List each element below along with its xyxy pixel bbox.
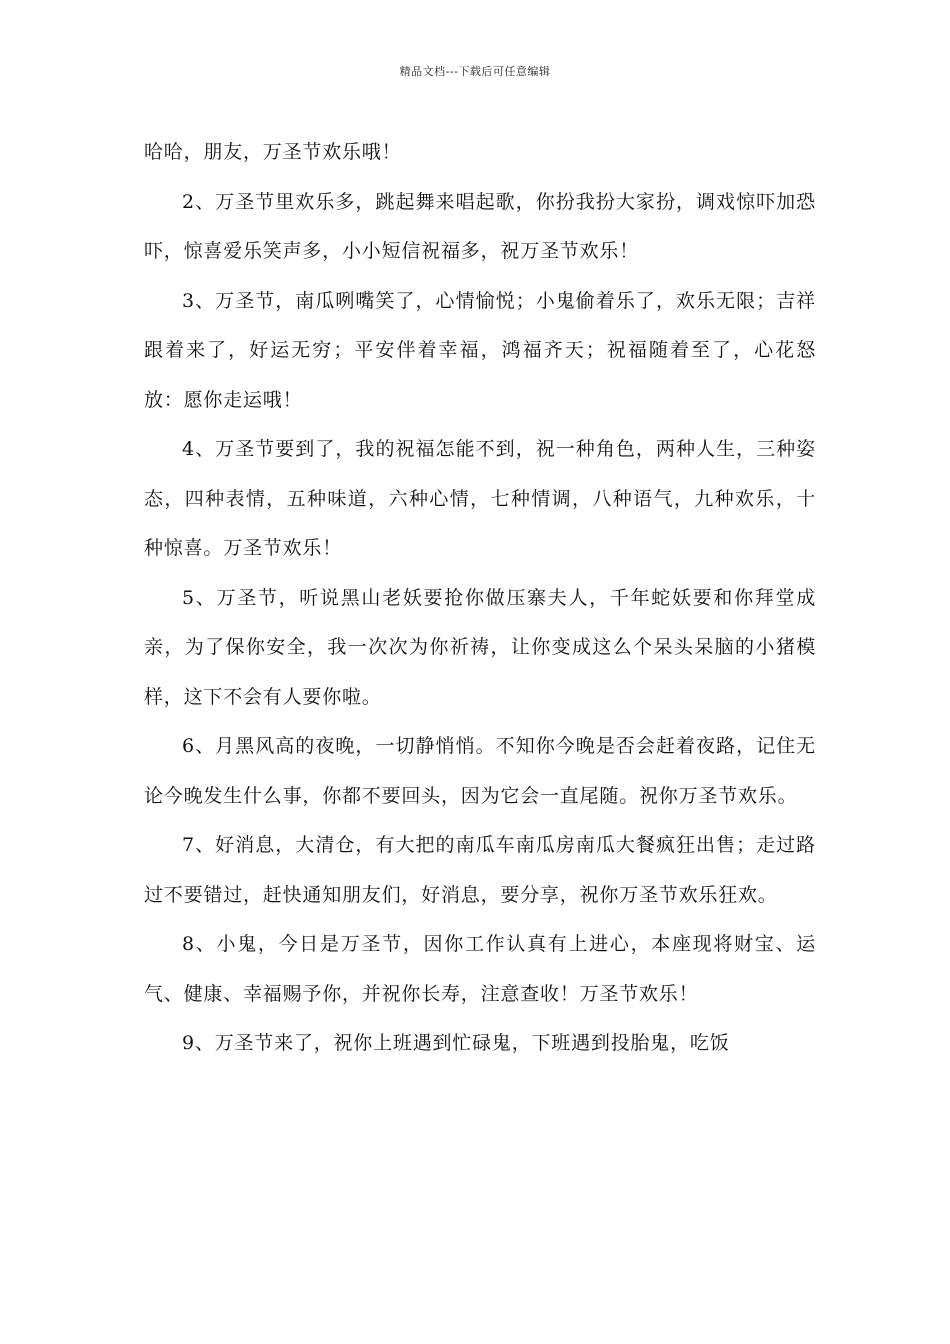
paragraph-item-7: 7、好消息，大清仓，有大把的南瓜车南瓜房南瓜大餐疯狂出售；走过路过不要错过，赶快通知朋友们，好消息，要分享，祝你万圣节欢乐狂欢。	[144, 834, 816, 906]
paragraph-continuation: 哈哈，朋友，万圣节欢乐哦！	[144, 141, 402, 163]
paragraph-item-6: 6、月黑风高的夜晚，一切静悄悄。不知你今晚是否会赶着夜路，记住无论今晚发生什么事，你都不要回头，因为它会一直尾随。祝你万圣节欢乐。	[144, 735, 816, 807]
page-header: 精品文档---下载后可任意编辑	[399, 65, 551, 78]
paragraph-item-8: 8、小鬼，今日是万圣节，因你工作认真有上进心，本座现将财宝、运气、健康、幸福赐予你，并祝你长寿，注意查收！万圣节欢乐！	[144, 933, 816, 1005]
paragraph-item-4: 4、万圣节要到了，我的祝福怎能不到，祝一种角色，两种人生，三种姿态，四种表情，五种味道，六种心情，七种情调，八种语气，九种欢乐，十种惊喜。万圣节欢乐！	[144, 438, 816, 559]
paragraph-item-5: 5、万圣节，听说黑山老妖要抢你做压寨夫人，千年蛇妖要和你拜堂成亲，为了保你安全，我一次次为你祈祷，让你变成这么个呆头呆脑的小猪模样，这下不会有人要你啦。	[144, 586, 816, 708]
paragraph-item-2: 2、万圣节里欢乐多，跳起舞来唱起歌，你扮我扮大家扮，调戏惊吓加恐吓，惊喜爱乐笑声多，小小短信祝福多，祝万圣节欢乐！	[144, 190, 816, 262]
paragraph-item-9: 9、万圣节来了，祝你上班遇到忙碌鬼，下班遇到投胎鬼，吃饭	[182, 1032, 730, 1054]
paragraph-item-3: 3、万圣节，南瓜咧嘴笑了，心情愉悦；小鬼偷着乐了，欢乐无限；吉祥跟着来了，好运无穷；平安伴着幸福，鸿福齐天；祝福随着至了，心花怒放：愿你走运哦！	[144, 289, 816, 411]
document-body	[144, 128, 816, 1069]
